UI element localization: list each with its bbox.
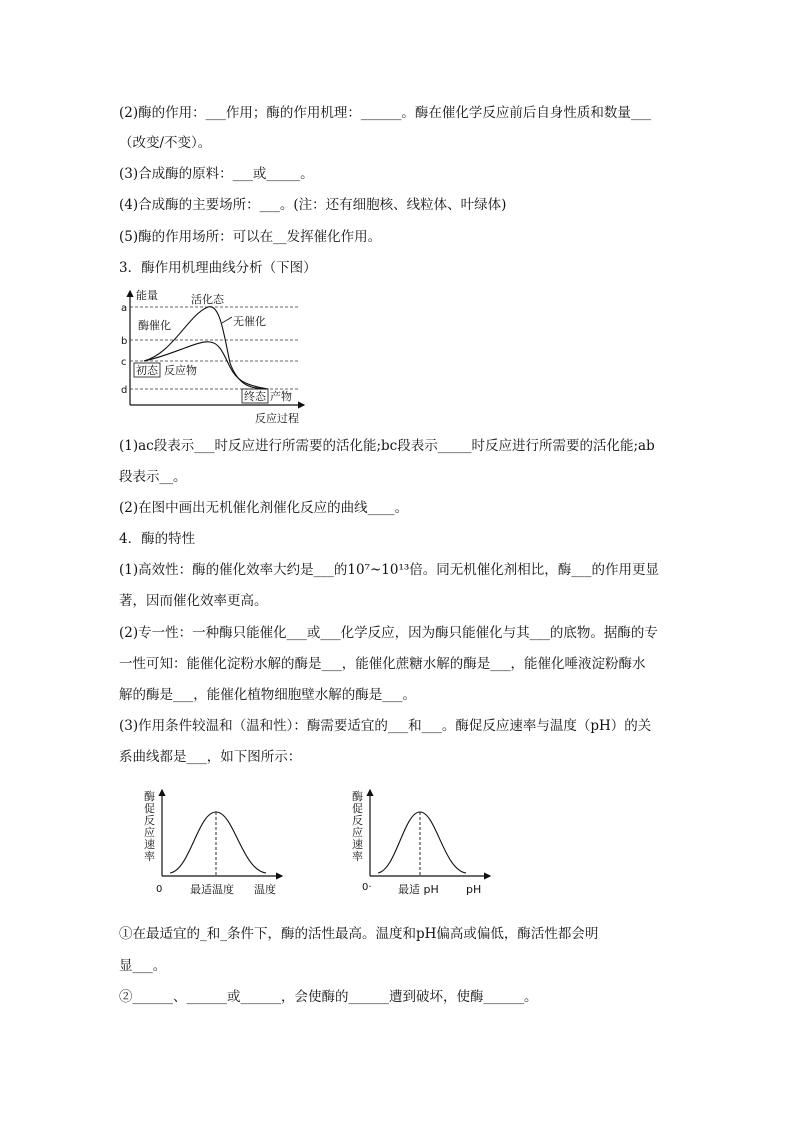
y-label-char: 反 — [352, 814, 363, 827]
text-line-15: 解的酶是___，能催化植物细胞壁水解的酶是___。 — [119, 687, 416, 703]
level-a-label: a — [121, 303, 128, 314]
text-line-14: 一性可知：能催化淀粉水解的酶是___，能催化蔗糖水解的酶是___，能催化唾液淀粉酶水 — [119, 656, 646, 672]
initial-state-label: 初态 — [136, 364, 158, 377]
y-label-char: 应 — [144, 826, 155, 839]
y-label-char: 促 — [352, 802, 363, 815]
text-line-20: ②______、______或______，会使酶的______遭到破坏，使酶______。 — [119, 989, 538, 1005]
y-label-char: 率 — [352, 850, 363, 863]
activated-state-label: 活化态 — [191, 293, 224, 306]
y-label-char: 促 — [144, 802, 155, 815]
text-line-18: ①在最适宜的_和_条件下，酶的活性最高。温度和pH偏高或偏低，酶活性都会明 — [119, 926, 599, 942]
text-line-7: (1)ac段表示___时反应进行所需要的活化能;bc段表示_____时反应进行所需要的活化能;ab — [119, 438, 655, 454]
text-line-17: 系曲线都是___，如下图所示： — [119, 749, 302, 765]
no-catalyst-pointer — [222, 317, 232, 323]
enzyme-catalysis-label: 酶催化 — [138, 319, 171, 332]
y-label-char: 反 — [144, 814, 155, 827]
optimum-temperature-label: 最适温度 — [190, 883, 234, 896]
level-d-label: d — [121, 385, 128, 396]
y-label-char: 酶 — [144, 790, 155, 803]
y-axis-label: 能量 — [136, 289, 158, 302]
level-c-label: c — [121, 357, 127, 368]
section-heading-4: 4．酶的特性 — [119, 531, 196, 547]
text-line-4: (4)合成酶的主要场所：___。(注：还有细胞核、线粒体、叶绿体) — [119, 197, 507, 213]
x-axis-label: 温度 — [254, 883, 276, 896]
temperature-rate-chart — [140, 784, 290, 902]
y-label-char: 速 — [144, 838, 155, 851]
x-axis-label: 反应过程 — [255, 412, 299, 425]
y-label-char: 率 — [144, 850, 155, 863]
y-label-char: 酶 — [352, 790, 363, 803]
no-catalyst-label: 无催化 — [233, 315, 266, 328]
text-line-5: (5)酶的作用场所：可以在__发挥催化作用。 — [119, 229, 382, 245]
level-b-label: b — [121, 336, 128, 347]
origin-label: 0 — [156, 884, 163, 895]
product-label: 产物 — [270, 390, 292, 403]
activation-energy-chart — [118, 285, 318, 427]
temperature-bell-curve — [170, 812, 266, 873]
text-line-16: (3)作用条件较温和（温和性）：酶需要适宜的___和___。酶促反应速率与温度（pH）的关 — [119, 718, 652, 734]
text-line-8: 段表示__。 — [119, 469, 187, 485]
text-line-19: 显___。 — [119, 958, 167, 974]
text-line-13: (2)专一性：一种酶只能催化___或___化学反应，因为酶只能催化与其___的底物。据酶的专 — [119, 625, 658, 641]
enzyme-curve — [144, 342, 268, 389]
section-heading-3: 3．酶作用机理曲线分析（下图） — [119, 260, 317, 276]
origin-label: 0· — [362, 882, 372, 893]
ph-rate-chart — [348, 784, 498, 902]
final-state-label: 终态 — [244, 390, 266, 403]
text-line-3: (3)合成酶的原料：___或_____。 — [119, 166, 314, 182]
text-line-9: (2)在图中画出无机催化剂催化反应的曲线____。 — [119, 500, 409, 516]
text-line-11: (1)高效性：酶的催化效率大约是___的10⁷~10¹³倍。同无机催化剂相比，酶___的作用更显 — [119, 562, 660, 578]
text-line-1: (2)酶的作用：___作用；酶的作用机理：______。酶在催化学反应前后自身性质和数量___ — [119, 105, 652, 121]
x-axis-label: pH — [466, 883, 482, 896]
ph-bell-curve — [378, 812, 466, 873]
text-line-2: （改变/不变）。 — [119, 135, 212, 151]
optimum-ph-label: 最适 pH — [398, 883, 439, 896]
reactant-label: 反应物 — [164, 364, 197, 377]
y-label-char: 速 — [352, 838, 363, 851]
text-line-12: 著，因而催化效率更高。 — [119, 593, 268, 609]
y-label-char: 应 — [352, 826, 363, 839]
